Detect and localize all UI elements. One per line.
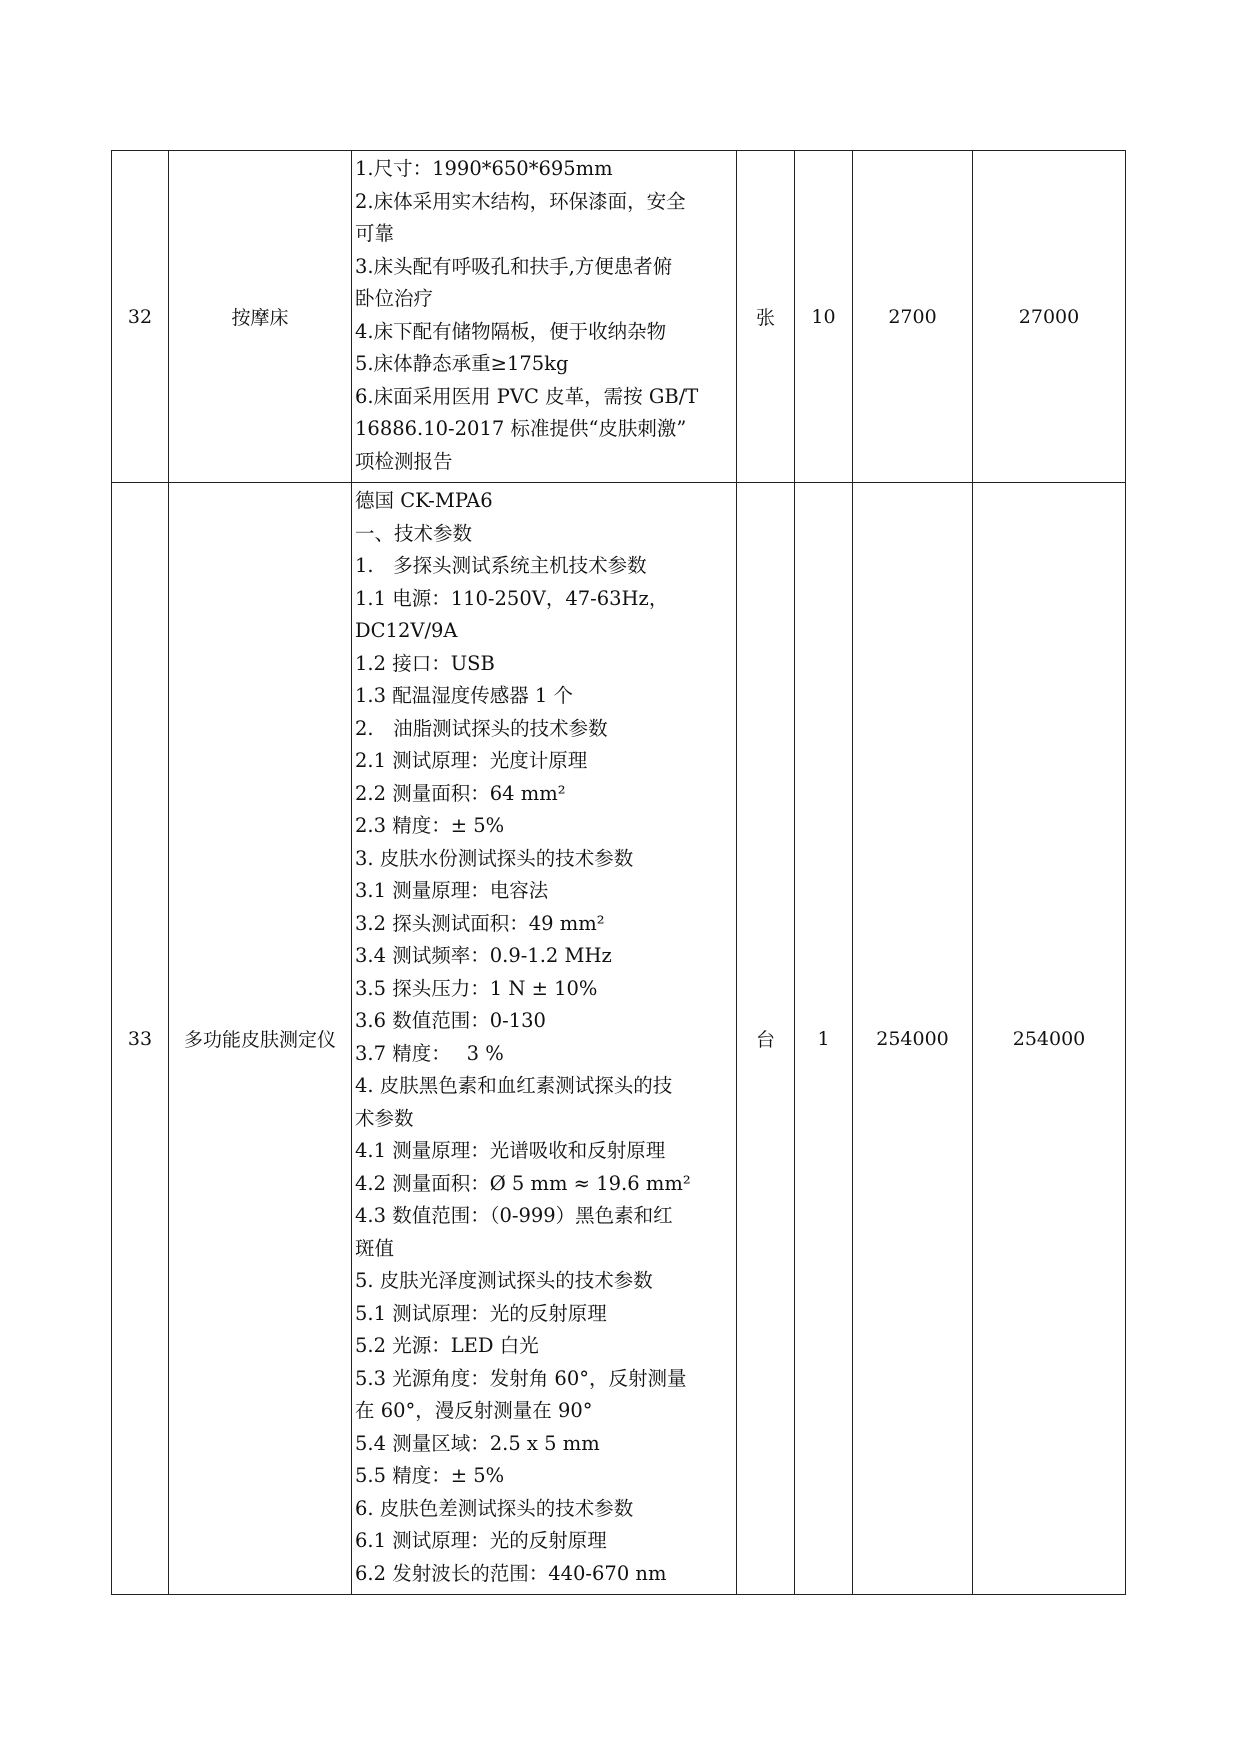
spec-line: 3.2 探头测试面积：49 mm²: [355, 911, 605, 935]
spec-line: 3.床头配有呼吸孔和扶手,方便患者俯: [355, 254, 673, 278]
spec-line: 3. 皮肤水份测试探头的技术参数: [355, 846, 634, 870]
spec-line: 1.3 配温湿度传感器 1 个: [355, 684, 574, 707]
spec-line: 5. 皮肤光泽度测试探头的技术参数: [355, 1269, 653, 1292]
spec-line: 2.床体采用实木结构，环保漆面，安全: [355, 189, 686, 213]
spec-line: 1.1 电源：110-250V，47-63Hz，: [355, 586, 669, 610]
item-name-cell: [169, 151, 352, 483]
equipment-spec-table: [111, 150, 1126, 1595]
spec-line: 1.尺寸：1990*650*695mm: [355, 157, 613, 180]
spec-line: 1. 多探头测试系统主机技术参数: [355, 554, 647, 577]
spec-line: 项检测报告: [355, 449, 453, 473]
spec-line: 3.1 测量原理：电容法: [355, 879, 549, 902]
total-price-cell: [973, 483, 1126, 1595]
item-name: 按摩床: [231, 307, 289, 329]
spec-line: 6.2 发射波长的范围：440-670 nm: [355, 1561, 667, 1585]
spec-line: 术参数: [355, 1106, 414, 1130]
spec-line: 4. 皮肤黑色素和血红素测试探头的技: [355, 1074, 673, 1097]
table-row: [112, 483, 1126, 1595]
unit-cell: [737, 483, 795, 1595]
spec-line: 3.5 探头压力：1 N ± 10%: [355, 976, 598, 1000]
quantity: 1: [817, 1027, 830, 1050]
unit: 台: [755, 1029, 775, 1051]
spec-line: 6.1 测试原理：光的反射原理: [355, 1529, 607, 1552]
row-number-cell: [112, 151, 169, 483]
spec-line: 斑值: [355, 1236, 395, 1260]
total-price: 254000: [1012, 1027, 1086, 1050]
spec-line: 2.2 测量面积：64 mm²: [355, 781, 566, 805]
unit: 张: [755, 307, 775, 329]
quantity-cell: [795, 151, 853, 483]
spec-line: 一、技术参数: [355, 521, 473, 545]
quantity-cell: [795, 483, 853, 1595]
spec-line: DC12V/9A: [355, 619, 458, 642]
spec-line: 5.4 测量区域：2.5 x 5 mm: [355, 1431, 600, 1455]
spec-line: 2.1 测试原理：光度计原理: [355, 749, 588, 772]
spec-line: 卧位治疗: [355, 287, 434, 310]
total-price-cell: [973, 151, 1126, 483]
unit-price-cell: [853, 483, 973, 1595]
spec-cell: [352, 151, 737, 483]
item-name: 多功能皮肤测定仪: [183, 1029, 336, 1051]
spec-line: 1.2 接口：USB: [355, 651, 495, 675]
spec-line: 4.1 测量原理：光谱吸收和反射原理: [355, 1139, 666, 1162]
spec-line: 2. 油脂测试探头的技术参数: [355, 716, 608, 740]
spec-line: 16886.10-2017 标准提供“皮肤刺激”: [355, 417, 687, 440]
spec-line: 5.床体静态承重≥175kg: [355, 352, 569, 375]
unit-cell: [737, 151, 795, 483]
spec-line: 5.2 光源：LED 白光: [355, 1334, 539, 1357]
spec-line: 6. 皮肤色差测试探头的技术参数: [355, 1496, 634, 1520]
spec-line: 德国 CK-MPA6: [355, 489, 493, 512]
spec-line: 可靠: [355, 222, 395, 245]
spec-line: 5.1 测试原理：光的反射原理: [355, 1301, 607, 1325]
row-number: 33: [127, 1027, 153, 1050]
spec-line: 6.床面采用医用 PVC 皮革，需按 GB/T: [355, 384, 699, 408]
item-name-cell: [169, 483, 352, 1595]
spec-line: 3.7 精度： 3 %: [355, 1041, 504, 1065]
unit-price: 2700: [888, 305, 937, 328]
quantity: 10: [811, 305, 836, 328]
spec-line: 4.床下配有储物隔板，便于收纳杂物: [355, 319, 667, 343]
spec-line: 4.2 测量面积：Ø 5 mm ≈ 19.6 mm²: [355, 1171, 691, 1195]
row-number-cell: [112, 483, 169, 1595]
spec-line: 3.6 数值范围：0-130: [355, 1009, 546, 1032]
unit-price-cell: [853, 151, 973, 483]
spec-line: 5.3 光源角度：发射角 60°，反射测量: [355, 1366, 687, 1390]
spec-line: 2.3 精度：± 5%: [355, 814, 505, 837]
unit-price: 254000: [876, 1027, 949, 1050]
total-price: 27000: [1018, 305, 1080, 328]
spec-line: 4.3 数值范围：（0-999）黑色素和红: [355, 1204, 673, 1227]
row-number: 32: [127, 305, 153, 328]
spec-line: 在 60°，漫反射测量在 90°: [355, 1399, 593, 1422]
spec-line: 5.5 精度：± 5%: [355, 1464, 505, 1487]
table-row: [112, 151, 1126, 483]
spec-line: 3.4 测试频率：0.9-1.2 MHz: [355, 944, 612, 967]
spec-cell: [352, 483, 737, 1595]
